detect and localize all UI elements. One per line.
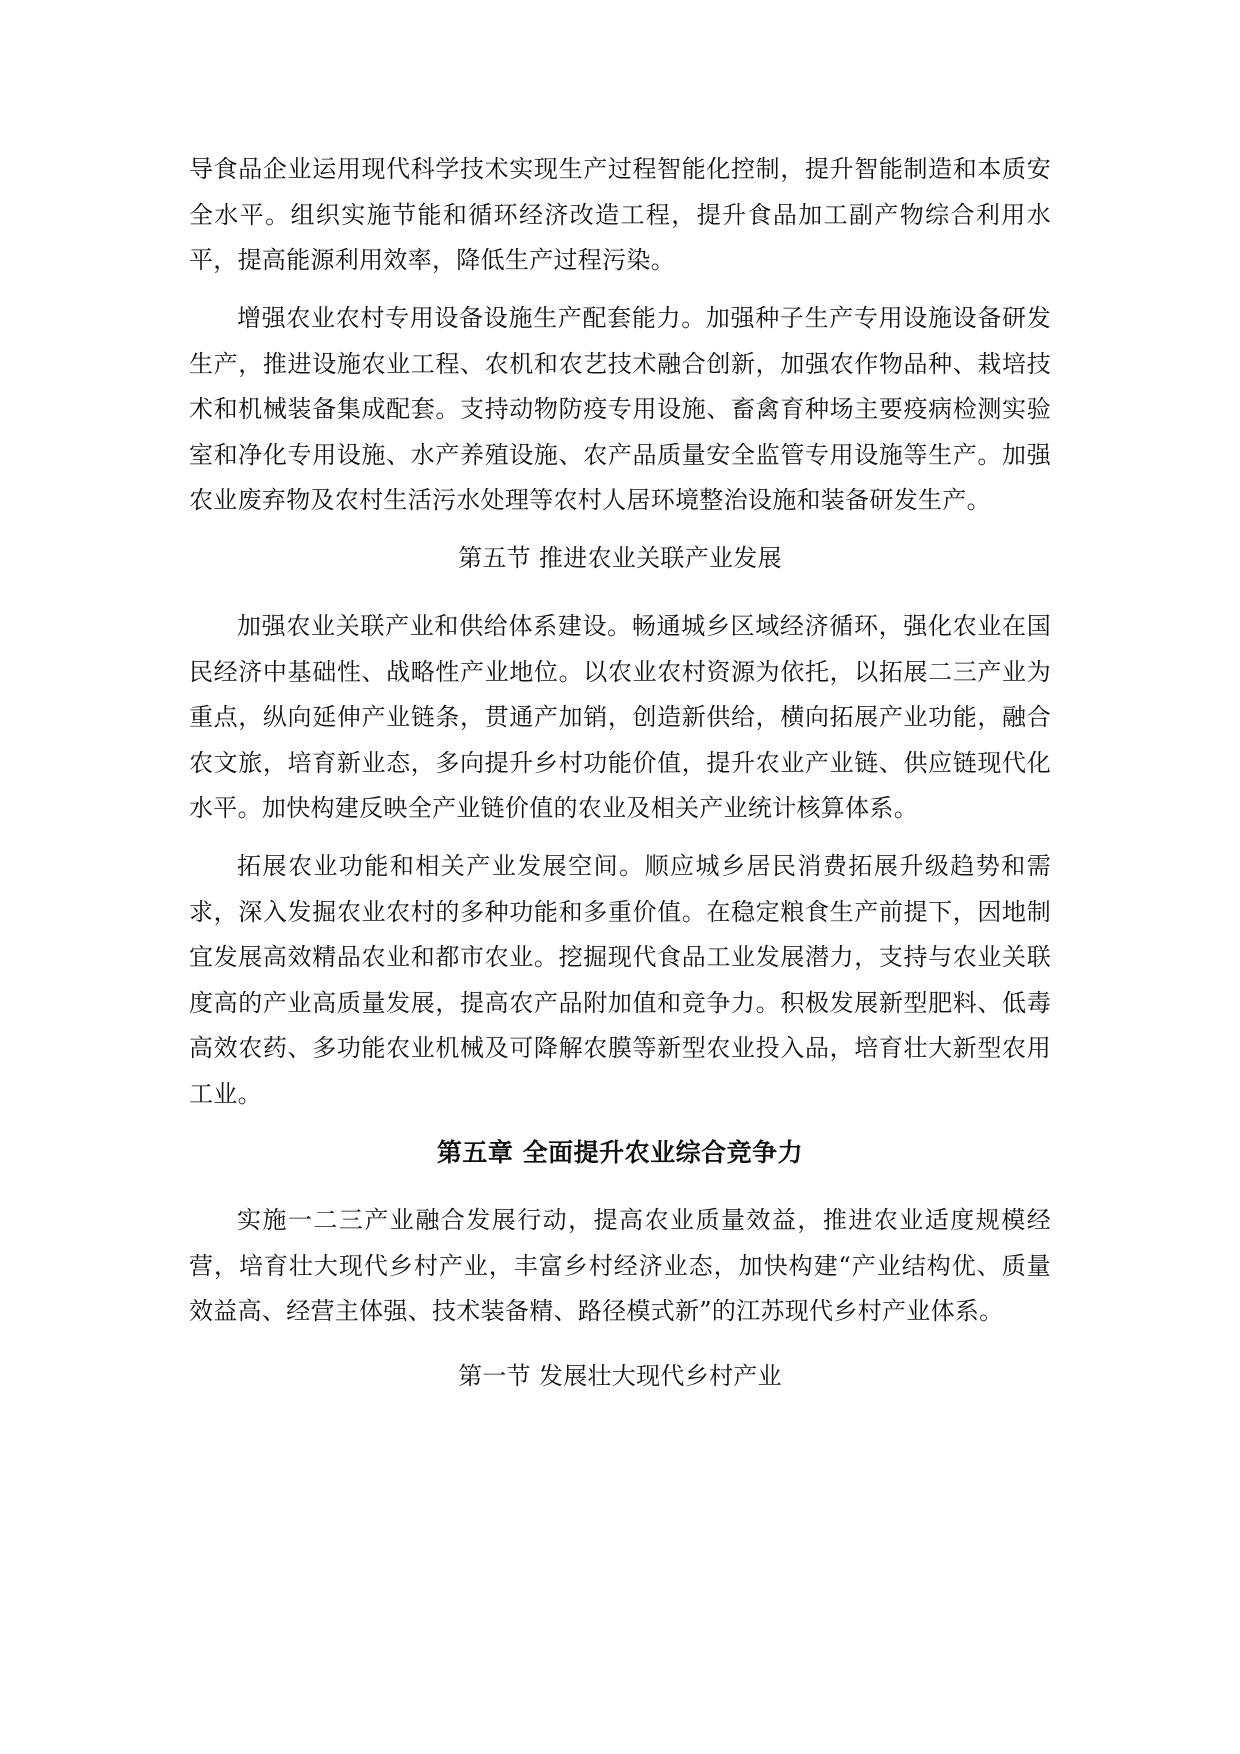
- paragraph-agricultural-equipment: 增强农业农村专用设备设施生产配套能力。加强种子生产专用设施设备研发生产，推进设施农业工程、农机和农艺技术融合创新，加强农作物品种、栽培技术和机械装备集成配套。支持动物防疫专用设施、畜禽育种场主要疫病检测实验室和净化专用设施、水产养殖设施、农产品质量安全监管专用设施等生产。加强农业废弃物及农村生活污水处理等农村人居环境整治设施和装备研发生产。: [189, 304, 1051, 514]
- chapter-heading-competitiveness: 第五章 全面提升农业综合竞争力: [436, 1138, 804, 1167]
- section-heading-rural-industry: 第一节 发展壮大现代乡村产业: [458, 1362, 782, 1390]
- paragraph-agricultural-functions: 拓展农业功能和相关产业发展空间。顺应城乡居民消费拓展升级趋势和需求，深入发掘农业农村的多种功能和多重价值。在稳定粮食生产前提下，因地制宜发展高效精品农业和都市农业。挖掘现代食品工业发展潜力，支持与农业关联度高的产业高质量发展，提高农产品附加值和竞争力。积极发展新型肥料、低毒高效农药、多功能农业机械及可降解农膜等新型农业投入品，培育壮大新型农用工业。: [189, 852, 1051, 1108]
- paragraph-industry-integration: 实施一二三产业融合发展行动，提高农业质量效益，推进农业适度规模经营，培育壮大现代乡村产业，丰富乡村经济业态，加快构建“产业结构优、质量效益高、经营主体强、技术装备精、路径模式新”的江苏现代乡村产业体系。: [189, 1206, 1051, 1325]
- paragraph-food-enterprise-continuation: 导食品企业运用现代科学技术实现生产过程智能化控制，提升智能制造和本质安全水平。组织实施节能和循环经济改造工程，提升食品加工副产物综合利用水平，提高能源利用效率，降低生产过程污染。: [189, 155, 1051, 274]
- paragraph-supply-system: 加强农业关联产业和供给体系建设。畅通城乡区域经济循环，强化农业在国民经济中基础性、战略性产业地位。以农业农村资源为依托，以拓展二三产业为重点，纵向延伸产业链条，贯通产加销，创造新供给，横向拓展产业功能，融合农文旅，培育新业态，多向提升乡村功能价值，提升农业产业链、供应链现代化水平。加快构建反映全产业链价值的农业及相关产业统计核算体系。: [189, 612, 1051, 822]
- section-heading-agri-related-industry: 第五节 推进农业关联产业发展: [458, 544, 782, 572]
